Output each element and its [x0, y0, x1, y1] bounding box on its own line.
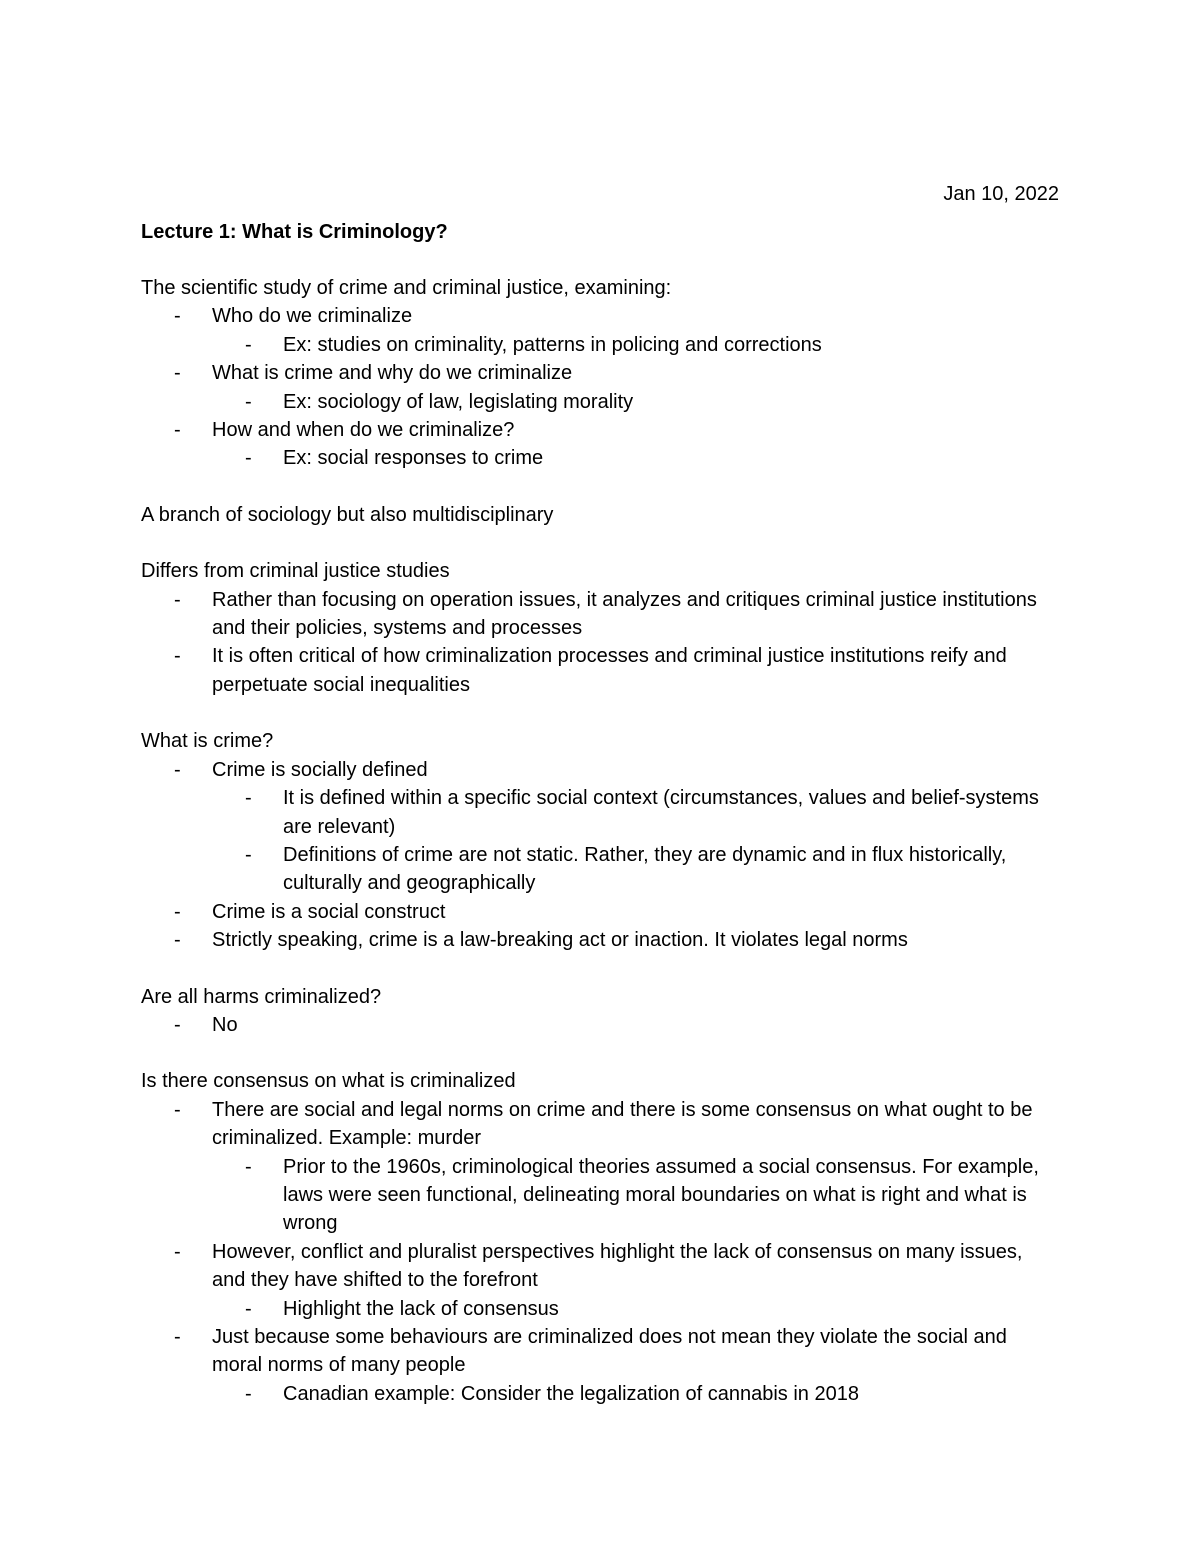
bullet-text: Rather than focusing on operation issues, it analyzes and critiques criminal justice institutions and their policies, systems and processes	[212, 588, 1037, 640]
dash-bullet-icon: -	[245, 1382, 252, 1405]
dash-bullet-icon: -	[245, 1297, 252, 1320]
bullet-text: Who do we criminalize	[212, 305, 413, 328]
sub-bullet-item	[141, 1295, 1061, 1323]
bullet-text: It is often critical of how criminalization processes and criminal justice institutions reify and perpetuate social inequalities	[212, 645, 1007, 696]
notes-section	[141, 274, 1061, 473]
bullet-item	[141, 1238, 1061, 1295]
bullet-text: Ex: sociology of law, legislating morality	[283, 390, 634, 413]
notes-section	[141, 557, 1061, 699]
notes-body	[141, 274, 1061, 1436]
bullet-text: What is crime and why do we criminalize	[212, 362, 573, 385]
dash-bullet-icon: -	[174, 419, 181, 442]
dash-bullet-icon: -	[174, 362, 181, 385]
bullet-text: Canadian example: Consider the legalization of cannabis in 2018	[283, 1382, 859, 1405]
bullet-item	[141, 359, 1061, 387]
sub-bullet-item	[141, 444, 1061, 472]
dash-bullet-icon: -	[245, 1155, 252, 1178]
bullet-item	[141, 416, 1061, 444]
bullet-text: However, conflict and pluralist perspectives highlight the lack of consensus on many issues, and they have shifted to the forefront	[212, 1240, 1023, 1292]
sub-bullet-item	[141, 331, 1061, 359]
section-heading: Differs from criminal justice studies	[141, 560, 450, 583]
bullet-item	[141, 1096, 1061, 1153]
bullet-text: It is defined within a specific social context (circumstances, values and belief-systems are relevant)	[283, 787, 1039, 838]
dash-bullet-icon: -	[245, 390, 252, 413]
section-heading: A branch of sociology but also multidisciplinary	[141, 503, 554, 526]
bullet-text: Crime is a social construct	[212, 900, 446, 923]
bullet-item	[141, 898, 1061, 926]
section-heading: Is there consensus on what is criminalized	[141, 1070, 516, 1093]
bullet-text: Ex: social responses to crime	[283, 447, 544, 470]
dash-bullet-icon: -	[174, 645, 181, 668]
dash-bullet-icon: -	[174, 900, 181, 923]
bullet-text: There are social and legal norms on crime and there is some consensus on what ought to be criminalized. Example: murder	[212, 1098, 1033, 1150]
bullet-item	[141, 926, 1061, 954]
bullet-item	[141, 1011, 1061, 1039]
section-heading: Are all harms criminalized?	[141, 985, 382, 1008]
sub-bullet-item	[141, 1380, 1061, 1408]
bullet-item	[141, 302, 1061, 330]
dash-bullet-icon: -	[174, 588, 181, 611]
bullet-text: Just because some behaviours are criminalized does not mean they violate the social and moral norms of many people	[212, 1326, 1007, 1377]
sub-bullet-item	[141, 1153, 1061, 1238]
notes-section	[141, 501, 1061, 529]
bullet-item	[141, 1323, 1061, 1380]
dash-bullet-icon: -	[245, 333, 252, 356]
dash-bullet-icon: -	[245, 787, 252, 810]
bullet-text: Ex: studies on criminality, patterns in policing and corrections	[283, 333, 822, 356]
bullet-item	[141, 756, 1061, 784]
dash-bullet-icon: -	[174, 1240, 181, 1263]
dash-bullet-icon: -	[174, 758, 181, 781]
lecture-title: Lecture 1: What is Criminology?	[141, 221, 448, 243]
dash-bullet-icon: -	[174, 1326, 181, 1348]
bullet-text: Crime is socially defined	[212, 758, 428, 781]
dash-bullet-icon: -	[245, 843, 252, 866]
dash-bullet-icon: -	[174, 1013, 181, 1036]
sub-bullet-item	[141, 388, 1061, 416]
bullet-item	[141, 586, 1061, 643]
notes-section	[141, 983, 1061, 1040]
notes-section	[141, 1067, 1061, 1408]
bullet-text: No	[212, 1013, 238, 1036]
document-date: Jan 10, 2022	[943, 183, 1059, 205]
bullet-item	[141, 642, 1061, 699]
notes-section	[141, 727, 1061, 954]
dash-bullet-icon: -	[174, 305, 181, 328]
bullet-text: Strictly speaking, crime is a law-breaking act or inaction. It violates legal norms	[212, 929, 908, 952]
bullet-text: How and when do we criminalize?	[212, 419, 515, 442]
dash-bullet-icon: -	[245, 447, 252, 470]
bullet-text: Prior to the 1960s, criminological theories assumed a social consensus. For example, laws were seen functional, delineating moral boundaries on what is right and what is wrong	[283, 1155, 1039, 1235]
sub-bullet-item	[141, 784, 1061, 841]
section-heading: What is crime?	[141, 730, 274, 753]
bullet-text: Highlight the lack of consensus	[283, 1297, 559, 1320]
bullet-text: Definitions of crime are not static. Rather, they are dynamic and in flux historically, culturally and geographically	[283, 843, 1007, 895]
sub-bullet-item	[141, 841, 1061, 898]
section-heading: The scientific study of crime and criminal justice, examining:	[141, 277, 672, 299]
dash-bullet-icon: -	[174, 929, 181, 952]
dash-bullet-icon: -	[174, 1098, 181, 1121]
